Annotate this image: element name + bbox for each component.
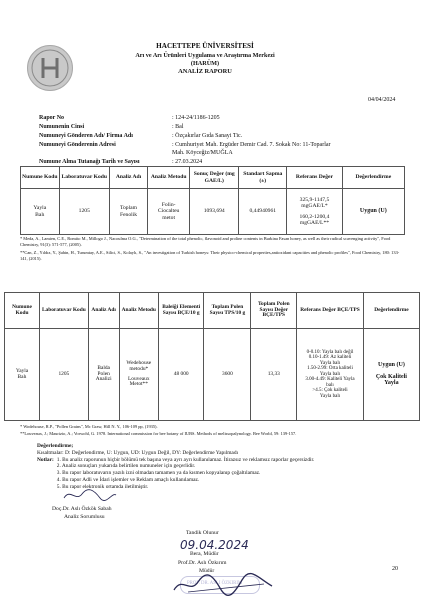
report-date: 04/04/2024: [368, 97, 396, 103]
t1-header-metod: Analiz Metodu: [148, 167, 190, 189]
table1-reference-1: * Meda, A., Lamien, C.E., Romito M., Millogo J., Nacoulma O.G., "Determination of the total phenolic, flavonoid and proline contents in Burkina Fasan honey, as well as their radical scavenging activity", Food Chemistry, 91(3): 571-577, (2005).: [20, 236, 391, 247]
info-label-tutanak: Numune Alma Tutanağı Tarih ve Sayısı: [39, 159, 140, 165]
evaluation-title: Değerlendirme;: [37, 443, 74, 449]
approval-line2: Bera, Müdür: [190, 551, 219, 557]
t1-cell-sapma: 0,44940961: [239, 189, 287, 235]
info-value-tutanak: : 27.03.2024: [172, 159, 203, 165]
institution-name: HACETTEPE ÜNİVERSİTESİ: [156, 42, 254, 50]
t2-header-lab: Laboratuvar Kodu: [40, 293, 89, 329]
approval-line1: Tandik Olunur: [186, 530, 219, 536]
t1-header-analiz: Analiz Adı: [109, 167, 147, 189]
note-item: 4. Bu rapor Adli ve İdari işlemler ve Reklam amaçlı kullanılamaz.: [56, 476, 200, 483]
note-item: 1. Bu analiz raporunun hiçbir bölümü tek başına veya ayrı ayrı kullanılamaz. İtirazsız ve reklamsız raporlar geçersizdir.: [56, 456, 315, 463]
results-table-pollen: [4, 292, 420, 421]
t2-header-tps: Toplam Polen Sayısı TPS/10 g: [204, 293, 251, 329]
t2-cell-lab: 1205: [40, 329, 89, 421]
note-item: 5. Bu rapor elektronik ortamda iletilmiştir.: [56, 483, 149, 490]
info-value-adres: : Cumhuriyet Mah. Ergüder Demir Cad. 7. Sokak No: 11-Toparlar: [172, 142, 331, 148]
t1-header-sonuc: Sonuç Değer (mg GAE/L): [190, 167, 239, 189]
t1-cell-lab: 1205: [59, 189, 109, 235]
director-signature: [168, 572, 278, 598]
t2-header-numune: Numune Kodu: [5, 293, 40, 329]
t1-header-numune: Numune Kodu: [21, 167, 60, 189]
analyst-signature: [60, 486, 120, 504]
director-name: Prof.Dr. Aslı Özkırım: [178, 560, 227, 566]
t2-cell-referans: 0-0.10: Yayla balı değil 0.10-1.49: Az kaliteli Yayla balı 1.50-2.99: Orta kaliteli Yayla balı 3.00-4.49: Kaliteli Yayla balı >4.5: Çok kaliteli Yayla balı: [297, 329, 364, 421]
t2-cell-degerlendirme: Uygun (U) Çok Kaliteli Yayla: [363, 329, 419, 421]
info-value-adres-line2: Mah. Köyceğiz/MUĞLA: [172, 150, 233, 156]
info-label-gonderen: Numuneyi Gönderen Adı/ Firma Adı: [39, 133, 133, 139]
analyst-role: Analiz Sorumlusu: [64, 514, 105, 520]
t2-cell-bce: 48 000: [158, 329, 204, 421]
university-logo: [27, 45, 73, 91]
center-name-line1: Arı ve Arı Ürünleri Uygulama ve Araştırma Merkezi: [135, 52, 275, 59]
t1-header-degerlendirme: Değerlendirme: [342, 167, 404, 189]
t2-header-analiz: Analiz Adı: [88, 293, 119, 329]
t2-header-metod: Analiz Metodu: [119, 293, 158, 329]
info-value-rapor-no: : 124-24/1186-1205: [172, 115, 220, 121]
info-label-cinsi: Numunenin Cinsi: [39, 124, 85, 130]
analyst-name: Doç.Dr. Aslı Özkök Sabah: [52, 506, 112, 512]
t2-header-degerlendirme: Değerlendirme: [363, 293, 419, 329]
t2-cell-analiz: Balda Polen Analizi: [88, 329, 119, 421]
info-label-adres: Numuneyi Gönderenin Adresi: [39, 142, 116, 148]
table2-reference-1: * Wodehouse, R.P., "Pollen Grains", Mc Graw, Hill N. Y., 106-109 pp, (1935).: [20, 424, 158, 429]
t2-header-bce: Baleiği Elementi Sayısı BÇE/10 g: [158, 293, 204, 329]
info-value-cinsi: : Bal: [172, 124, 184, 130]
stamp-text: PROF. DR. ASLI ÖZKIRIM: [187, 581, 243, 586]
t1-cell-metod: Folin- Ciocalteu metot: [148, 189, 190, 235]
table-row: [5, 329, 420, 421]
info-value-gonderen: : Özçakırlar Gıda Sanayi Tic.: [172, 133, 243, 139]
t1-cell-sonuc: 1093,694: [190, 189, 239, 235]
t2-cell-deger: 13,33: [251, 329, 297, 421]
info-label-rapor-no: Rapor No: [39, 115, 65, 121]
approval-handwritten-date: 09.04.2024: [180, 538, 249, 552]
center-name-line2: (HARÜM): [190, 60, 220, 67]
results-table-phenolic: [20, 166, 405, 235]
note-item: 3. Bu rapor laboratuvarın yazılı izni olmadan tamamen ya da kısmen kopyalanıp çoğaltılamaz.: [56, 470, 261, 476]
t2-cell-metod: Wedehouse metodu* Louveaux Metot**: [119, 329, 158, 421]
evaluation-notes: [37, 443, 407, 490]
abbreviations-line: Kısaltmalar: D: Değerlendirme, U: Uygun, UD: Uygun Değil, DY: Değerlendirme Yapılmadı: [37, 449, 239, 456]
notes-label: Notlar:: [37, 456, 54, 463]
t1-header-lab: Laboratuvar Kodu: [59, 167, 109, 189]
t2-cell-numune: Yayla Balı: [5, 329, 40, 421]
t1-header-sapma: Standart Sapma (±): [239, 167, 287, 189]
t1-cell-degerlendirme: Uygun (U): [342, 189, 404, 235]
table1-reference-2: **Can, Z., Yıldız, Y., Şahin, H., Turumtay, A.E., Silici, S., Kolaylı, S., "An investigation of Turkish honeys: Their physico-chemical properties,antioxidant capacities and phenolic profiles", Food Chemistry, 180: 133-141, (2015).: [20, 250, 400, 261]
t2-cell-tps: 3600: [204, 329, 251, 421]
report-title: ANALİZ RAPORU: [178, 68, 232, 75]
table-row: [21, 189, 405, 235]
t2-header-deger: Toplam Polen Sayısı Değer BÇE/TPS: [251, 293, 297, 329]
t1-cell-referans: 325,9-1147,5 mgGAE/L* 160,2-1200,4 mgGAE/L**: [287, 189, 342, 235]
page-number: 20: [392, 566, 398, 572]
note-item: 2. Analiz sonuçları yukarıda belirtilen numuneler için geçerlidir.: [56, 463, 196, 470]
t1-cell-numune: Yayla Balı: [21, 189, 60, 235]
t1-header-referans: Referans Değer: [287, 167, 342, 189]
t1-cell-analiz: Toplam Fenolik: [109, 189, 147, 235]
director-role: Müdür: [199, 568, 215, 574]
logo-emblem-icon: [28, 46, 72, 90]
t2-header-referans: Referans Değer BÇE/TPS: [297, 293, 364, 329]
table2-reference-2: **Louveaux, J.; Maurizio, A.; Vorwohl, G. 1978. International commission for bee botany of IUBS. Methods of melissopalynology. Bee World, 59: 139-157.: [20, 431, 297, 436]
